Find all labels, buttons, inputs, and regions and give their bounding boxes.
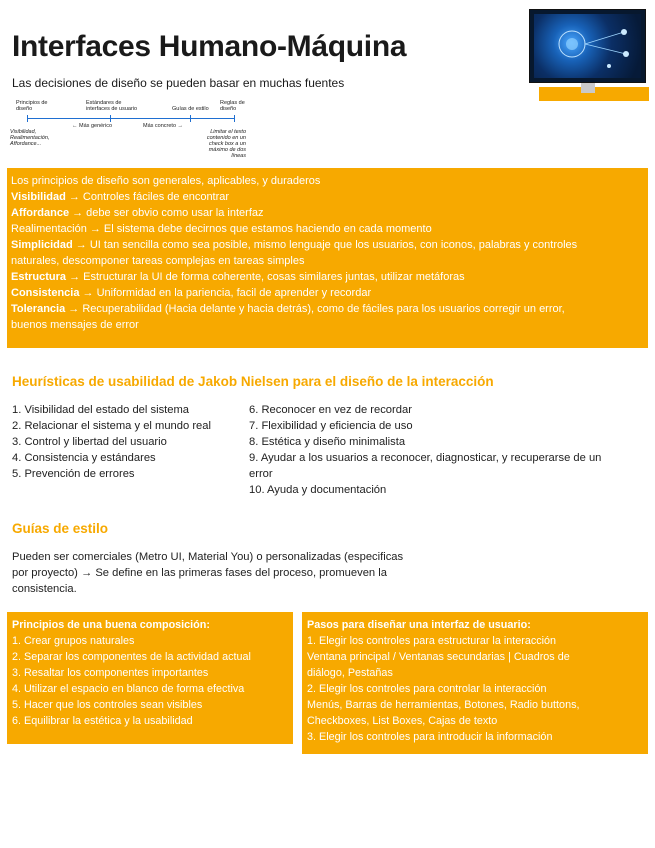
diagram-label-principios: Principios de diseño bbox=[16, 100, 48, 112]
monitor-screen bbox=[529, 9, 646, 83]
design-sources-diagram bbox=[10, 98, 250, 162]
list-item: error bbox=[249, 468, 273, 480]
steps-box bbox=[302, 612, 648, 754]
arrow-generic: ← Más genérico bbox=[72, 123, 113, 129]
list-item: 6. Equilibrar la estética y la usabilidad bbox=[12, 715, 193, 727]
list-item: 3. Elegir los controles para introducir la información bbox=[307, 731, 553, 743]
guias-heading: Guías de estilo bbox=[12, 521, 109, 536]
principle-tolerancia: Tolerancia → Recuperabilidad (Hacia delante y hacia detrás), como de fáciles para los usuarios corregir un error, bbox=[11, 303, 565, 315]
hologram-graphic bbox=[534, 14, 641, 78]
list-item: 2. Separar los componentes de la actividad actual bbox=[12, 651, 251, 663]
steps-heading: Pasos para diseñar una interfaz de usuario: bbox=[307, 619, 531, 631]
principle-affordance: Affordance → debe ser obvio como usar la interfaz bbox=[11, 207, 264, 219]
monitor-stand bbox=[581, 83, 595, 93]
list-item: 2. Elegir los controles para controlar la interacción bbox=[307, 683, 547, 695]
diagram-label-guias: Guías de estilo bbox=[172, 106, 209, 112]
principle-simplicidad: Simplicidad → UI tan sencilla como sea posible, mismo lenguaje que los usuarios, con iconos, palabras y controles bbox=[11, 239, 578, 251]
diagram-tick bbox=[234, 115, 235, 122]
principle-realimentacion: Realimentación → El sistema debe decirnos que estamos haciendo en cada momento bbox=[11, 223, 432, 235]
composition-box bbox=[7, 612, 293, 744]
nielsen-list-right bbox=[249, 402, 601, 498]
diagram-axis bbox=[27, 118, 235, 119]
list-item: 1. Visibilidad del estado del sistema bbox=[12, 404, 190, 416]
list-item: Checkboxes, List Boxes, Cajas de texto bbox=[307, 715, 498, 727]
list-item: 8. Estética y diseño minimalista bbox=[249, 436, 406, 448]
diagram-tick bbox=[190, 115, 191, 122]
network-icon bbox=[534, 14, 641, 78]
principle-tolerancia-cont: buenos mensajes de error bbox=[11, 319, 139, 331]
list-item: 10. Ayuda y documentación bbox=[249, 484, 387, 496]
principles-intro: Los principios de diseño son generales, aplicables, y duraderos bbox=[11, 175, 321, 187]
list-item: 5. Hacer que los controles sean visibles bbox=[12, 699, 203, 711]
principle-simplicidad-cont: naturales, descomponer tareas complejas en tareas simples bbox=[11, 255, 305, 267]
guias-paragraph: Pueden ser comerciales (Metro UI, Material You) o personalizadas (especificas por proyecto) → Se define en las primeras fases del proceso, promueven la consistencia. bbox=[12, 551, 404, 595]
page-title: Interfaces Humano-Máquina bbox=[12, 30, 407, 63]
principles-box bbox=[7, 168, 648, 348]
list-item: 3. Resaltar los componentes importantes bbox=[12, 667, 209, 679]
principle-consistencia: Consistencia → Uniformidad en la pariencia, facil de aprender y recordar bbox=[11, 287, 372, 299]
diagram-tick bbox=[110, 115, 111, 122]
list-item: 2. Relacionar el sistema y el mundo real bbox=[12, 420, 211, 432]
principle-estructura: Estructura → Estructurar la UI de forma coherente, cosas similares juntas, utilizar metáforas bbox=[11, 271, 465, 283]
list-item: 1. Crear grupos naturales bbox=[12, 635, 135, 647]
list-item: 1. Elegir los controles para estructurar la interacción bbox=[307, 635, 557, 647]
nielsen-heading: Heurísticas de usabilidad de Jakob Nielsen para el diseño de la interacción bbox=[12, 374, 494, 389]
list-item: Menús, Barras de herramientas, Botones, Radio buttons, bbox=[307, 699, 580, 711]
list-item: 9. Ayudar a los usuarios a reconocer, diagnosticar, y recuperarse de un bbox=[249, 452, 602, 464]
page-subtitle: Las decisiones de diseño se pueden basar en muchas fuentes bbox=[12, 76, 345, 90]
list-item: 7. Flexibilidad y eficiencia de uso bbox=[249, 420, 413, 432]
nielsen-list-left bbox=[12, 402, 211, 482]
principle-visibilidad: Visibilidad → Controles fáciles de encontrar bbox=[11, 191, 230, 203]
list-item: Ventana principal / Ventanas secundarias | Cuadros de bbox=[307, 651, 570, 663]
list-item: 4. Consistencia y estándares bbox=[12, 452, 156, 464]
arrow-concrete: Más concreto → bbox=[143, 123, 184, 129]
diagram-left-note: Visibilidad, Realimentación, Affordance... bbox=[10, 129, 50, 147]
list-item: diálogo, Pestañas bbox=[307, 667, 393, 679]
monitor-illustration bbox=[529, 9, 646, 93]
diagram-right-note: Limitar el texto contenido en un check box a un máximo de dos líneas bbox=[206, 129, 246, 159]
diagram-label-estandares: Estándares de interfaces de usuario bbox=[86, 100, 138, 112]
list-item: 5. Prevención de errores bbox=[12, 468, 135, 480]
diagram-tick bbox=[27, 115, 28, 122]
list-item: 4. Utilizar el espacio en blanco de forma efectiva bbox=[12, 683, 245, 695]
diagram-label-reglas: Reglas de diseño bbox=[220, 100, 245, 112]
composition-heading: Principios de una buena composición: bbox=[12, 619, 210, 631]
list-item: 3. Control y libertad del usuario bbox=[12, 436, 167, 448]
list-item: 6. Reconocer en vez de recordar bbox=[249, 404, 412, 416]
